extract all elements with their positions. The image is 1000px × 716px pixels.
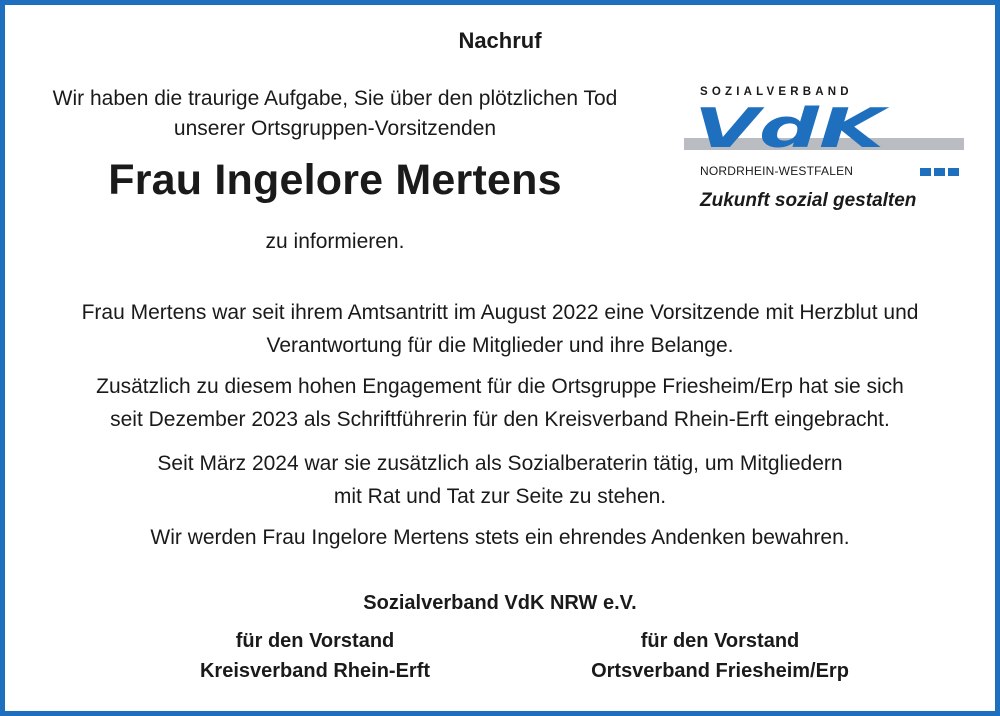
signature-left-role: für den Vorstand [235, 630, 395, 652]
paragraph-2-line-2: seit Dezember 2023 als Schriftführerin für den Kreisverband Rhein-Erft eingebracht. [110, 408, 890, 431]
signature-right [555, 626, 885, 686]
logo-region-text: NORDRHEIN-WESTFALEN [700, 164, 854, 178]
logo-squares-icon [920, 168, 962, 178]
logo-wordmark-text: VdK [694, 98, 891, 160]
paragraph-3-line-1: Seit März 2024 war sie zusätzlich als Sozialberaterin tätig, um Mitgliedern [157, 452, 843, 475]
vdk-logo [680, 80, 970, 220]
signature-right-role: für den Vorstand [640, 630, 800, 652]
paragraph-3 [30, 447, 970, 513]
vdk-wordmark [680, 98, 970, 160]
paragraph-1-line-2: Verantwortung für die Mitglieder und ihre Belange. [266, 334, 734, 357]
signature-right-unit: Ortsverband Friesheim/Erp [591, 660, 849, 682]
logo-top-text: SOZIALVERBAND [700, 86, 853, 98]
intro-line-2: unserer Ortsgruppen-Vorsitzenden [173, 117, 497, 140]
signature-left [150, 626, 480, 686]
paragraph-2-line-1: Zusätzlich zu diesem hohen Engagement für die Ortsgruppe Friesheim/Erp hat sie sich [96, 375, 904, 398]
paragraph-2 [30, 370, 970, 436]
intro-line-1: Wir haben die traurige Aufgabe, Sie über den plötzlichen Tod [52, 87, 618, 110]
deceased-name: Frau Ingelore Mertens [108, 156, 562, 204]
paragraph-3-line-2: mit Rat und Tat zur Seite zu stehen. [333, 485, 667, 508]
intro-text [20, 84, 650, 144]
signature-left-unit: Kreisverband Rhein-Erft [199, 660, 431, 682]
paragraph-4 [30, 521, 970, 554]
paragraph-4-line-1: Wir werden Frau Ingelore Mertens stets ein ehrendes Andenken bewahren. [150, 526, 850, 549]
organization-name: Sozialverband VdK NRW e.V. [363, 592, 637, 614]
logo-slogan: Zukunft sozial gestalten [700, 190, 917, 211]
notice-heading: Nachruf [458, 28, 542, 53]
paragraph-1 [30, 296, 970, 362]
inform-text: zu informieren. [265, 230, 405, 253]
paragraph-1-line-1: Frau Mertens war seit ihrem Amtsantritt im August 2022 eine Vorsitzende mit Herzblut und [81, 301, 919, 324]
